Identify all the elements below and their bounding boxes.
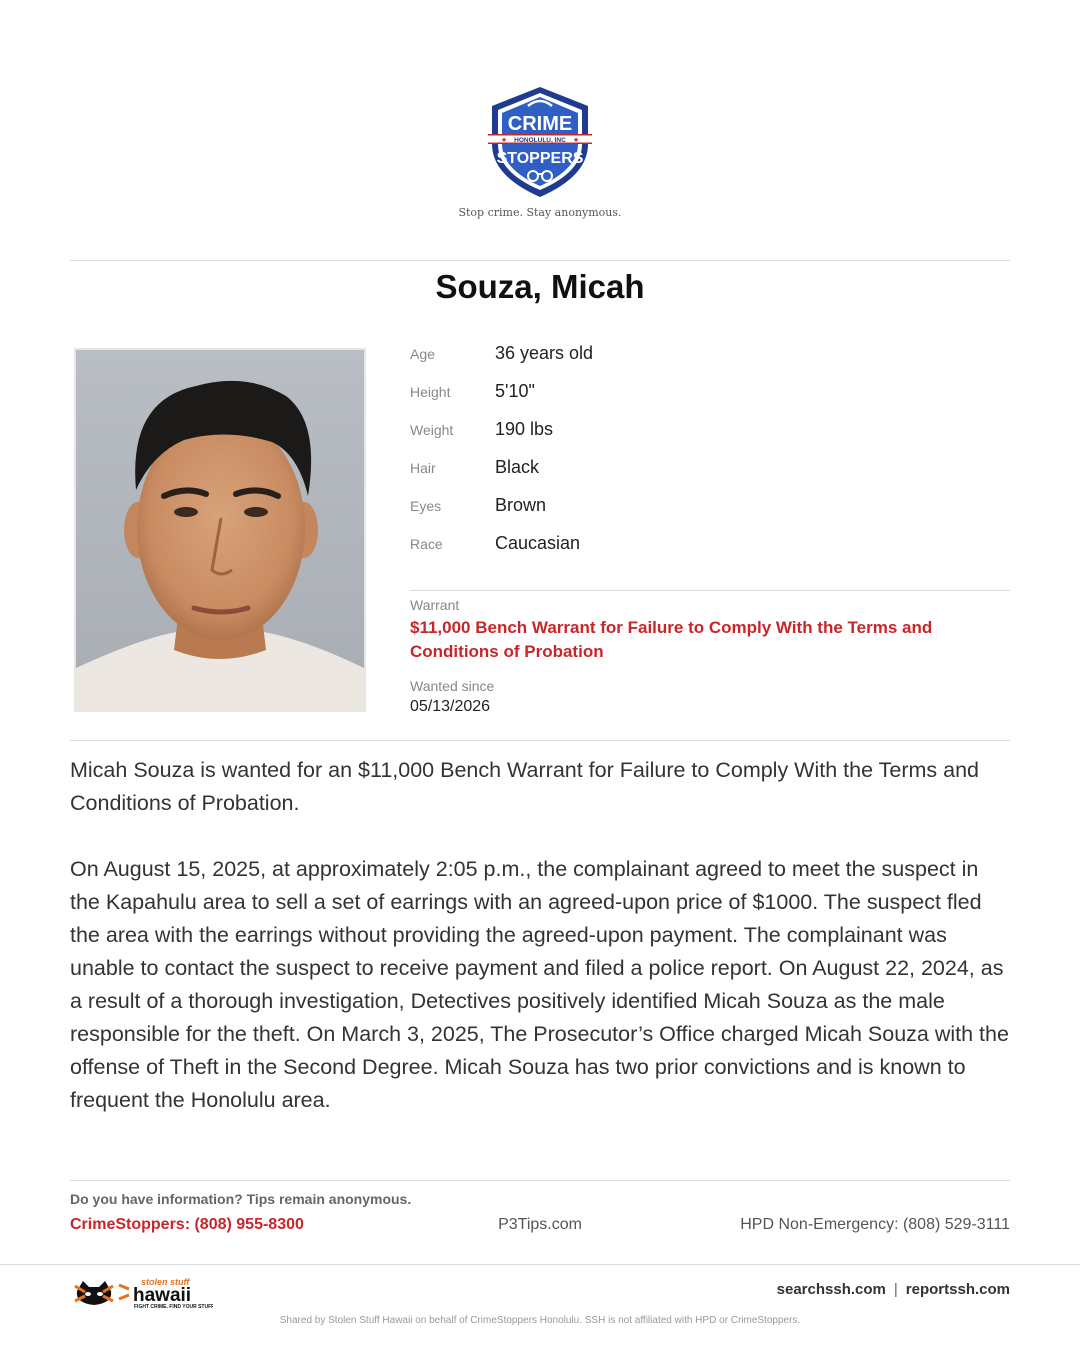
shield-badge-icon — [484, 84, 596, 200]
detail-label: Age — [410, 346, 435, 362]
subject-details — [410, 343, 1010, 571]
narrative-divider — [70, 740, 1010, 741]
crimestoppers-logo — [0, 84, 1080, 200]
tips-divider — [70, 1180, 1010, 1181]
svg-text:★: ★ — [500, 137, 508, 144]
crimestoppers-phone-link[interactable]: CrimeStoppers: (808) 955-8300 — [70, 1216, 304, 1233]
detail-hair — [410, 457, 1010, 495]
wanted-since-label: Wanted since — [410, 678, 495, 694]
tips-contacts — [70, 1216, 1010, 1238]
wanted-since-value: 05/13/2026 — [410, 698, 491, 715]
hpd-phone-link[interactable]: HPD Non-Emergency: (808) 529-3111 — [740, 1216, 1010, 1233]
warrant-label: Warrant — [410, 597, 460, 613]
detail-height — [410, 381, 1010, 419]
footer-links — [777, 1281, 1010, 1298]
detail-eyes — [410, 495, 1010, 533]
detail-value: Brown — [495, 495, 547, 515]
detail-value: 190 lbs — [495, 419, 554, 439]
detail-value: Black — [495, 457, 540, 477]
disclaimer: Shared by Stolen Stuff Hawaii on behalf of CrimeStoppers Honolulu. SSH is not affiliated with HPD or CrimeStoppers. — [279, 1315, 801, 1326]
warrant-text: $11,000 Bench Warrant for Failure to Comply With the Terms and Conditions of Probation — [410, 618, 933, 661]
tagline: Stop crime. Stay anonymous. — [458, 206, 622, 219]
detail-label: Weight — [410, 422, 454, 438]
stolen-stuff-hawaii-logo — [73, 1275, 213, 1309]
detail-value: 36 years old — [495, 343, 594, 363]
svg-text:HONOLULU, INC: HONOLULU, INC — [514, 136, 566, 144]
svg-text:CRIME: CRIME — [507, 113, 573, 135]
narrative-body: On August 15, 2025, at approximately 2:05 p.m., the complainant agreed to meet the suspect in the Kapahulu area to sell a set of earrings with an agreed-upon price of $1000. The suspect fled the area with the earrings without providing the agreed-upon payment. The complainant was unable to contact the suspect to receive payment and filed a police report. On August 22, 2024, as a result of a thorough investigation, Detectives positively identified Micah Souza as the male responsible for the theft. On March 3, 2025, The Prosecutor’s Office charged Micah Souza with the offense of Theft in the Second Degree. Micah Souza has two prior convictions and is known to frequent the Honolulu area. — [70, 857, 1009, 1112]
detail-label: Race — [410, 536, 443, 552]
svg-text:FIGHT CRIME. FIND YOUR STUFF.: FIGHT CRIME. FIND YOUR STUFF. — [134, 1304, 213, 1309]
tips-question: Do you have information? Tips remain anonymous. — [70, 1191, 412, 1207]
link-separator: | — [893, 1281, 898, 1298]
details-divider — [410, 590, 1010, 591]
searchssh-link[interactable]: searchssh.com — [776, 1281, 886, 1298]
mugshot-photo — [74, 348, 366, 712]
detail-value: 5'10" — [495, 381, 535, 401]
detail-weight — [410, 419, 1010, 457]
reportssh-link[interactable]: reportssh.com — [905, 1281, 1010, 1298]
detail-age — [410, 343, 1010, 381]
detail-label: Eyes — [410, 498, 442, 514]
cat-mascot-icon — [75, 1281, 129, 1305]
footer-divider — [0, 1264, 1080, 1265]
warrant-block — [410, 597, 1010, 716]
subject-name: Souza, Micah — [435, 268, 645, 305]
narrative-summary: Micah Souza is wanted for an $11,000 Bench Warrant for Failure to Comply With the Terms and Conditions of Probation. — [70, 758, 980, 815]
svg-text:STOPPERS: STOPPERS — [496, 150, 584, 167]
detail-race — [410, 533, 1010, 571]
detail-value: Caucasian — [495, 533, 581, 553]
detail-label: Height — [410, 384, 451, 400]
p3tips-link[interactable]: P3Tips.com — [498, 1216, 582, 1233]
detail-label: Hair — [410, 460, 436, 476]
svg-text:stolen stuff: stolen stuff — [141, 1277, 190, 1287]
header-divider — [70, 260, 1010, 261]
svg-text:hawaii: hawaii — [133, 1285, 192, 1306]
case-narrative — [70, 754, 1010, 1117]
svg-text:★: ★ — [572, 137, 580, 144]
